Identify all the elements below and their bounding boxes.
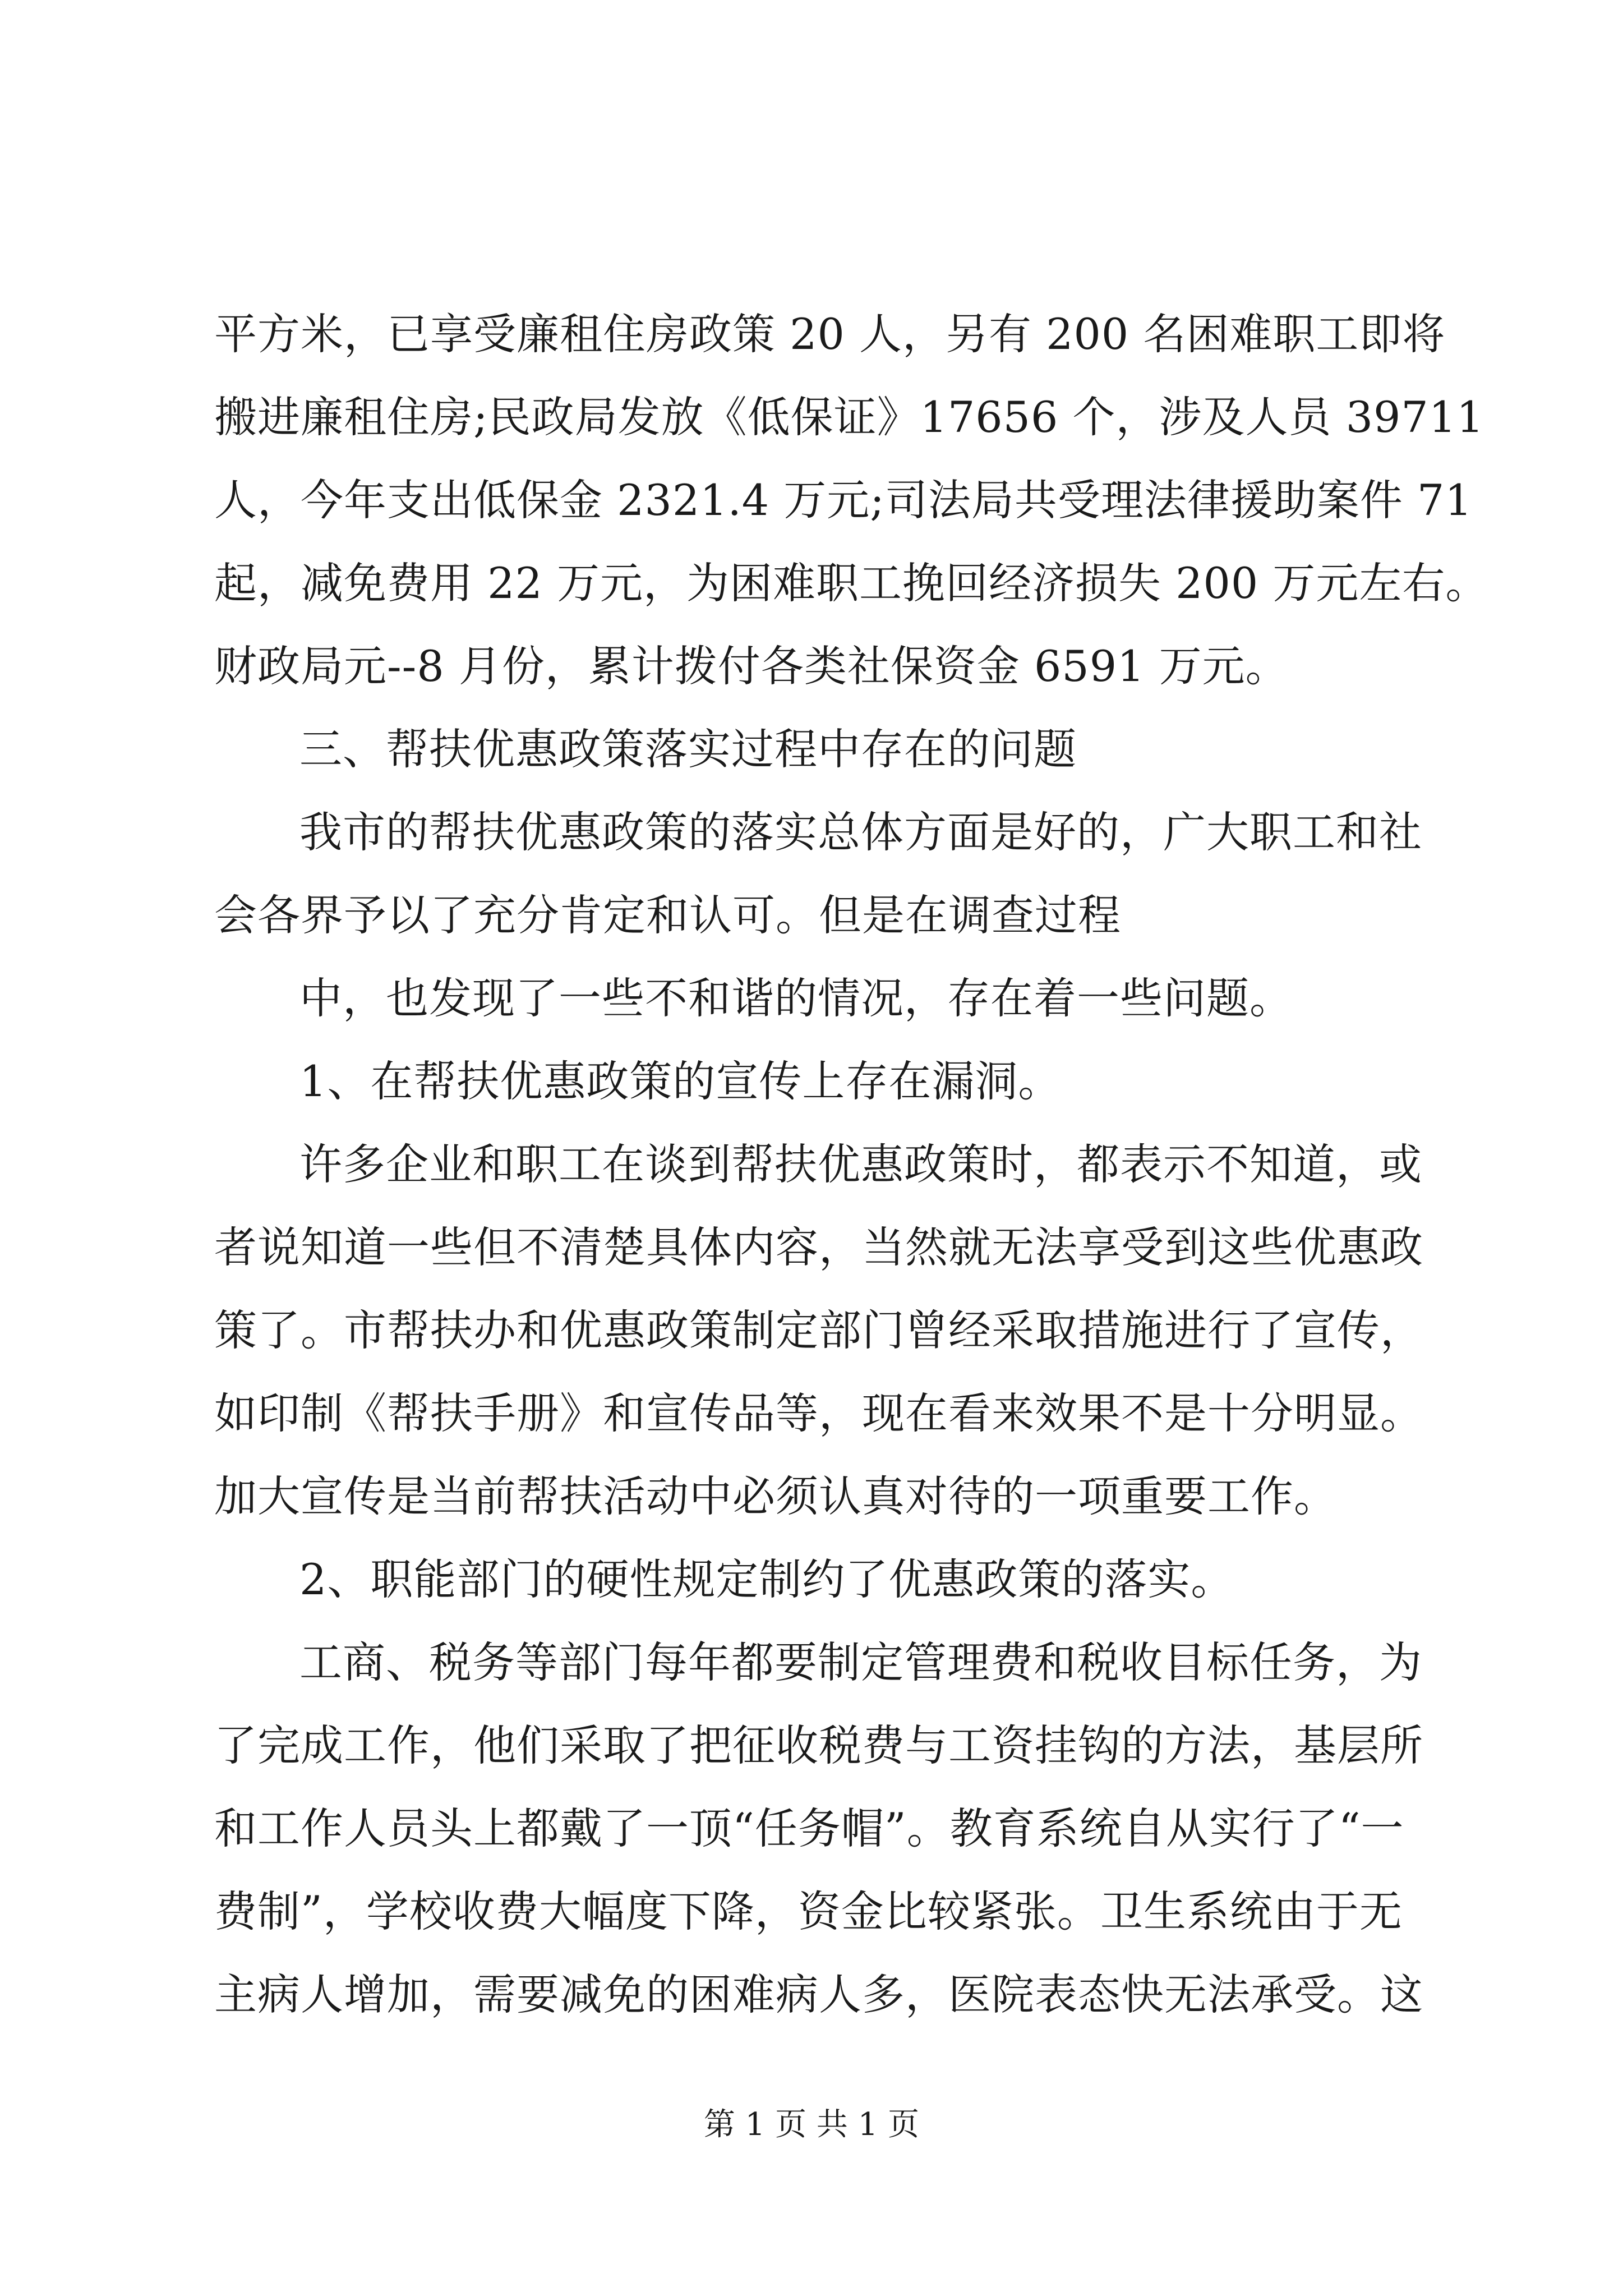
subheading: 2、职能部门的硬性规定制约了优惠政策的落实。 [299, 1554, 1234, 1604]
body-text [214, 293, 1489, 2036]
text-line: 者说知道一些但不清楚具体内容，当然就无法享受到这些优惠政 [214, 1222, 1423, 1272]
text-line: 平方米，已享受廉租住房政策 20 人，另有 200 名困难职工即将 [214, 309, 1446, 359]
text-line: 中，也发现了一些不和谐的情况，存在着一些问题。 [299, 973, 1293, 1023]
text-line: 策了。市帮扶办和优惠政策制定部门曾经采取措施进行了宣传， [214, 1305, 1423, 1355]
text-line: 人，今年支出低保金 2321.4 万元;司法局共受理法律援助案件 71 [214, 475, 1473, 525]
text-line: 了完成工作，他们采取了把征收税费与工资挂钩的方法，基层所 [214, 1720, 1423, 1770]
subheading: 1、在帮扶优惠政策的宣传上存在漏洞。 [299, 1056, 1062, 1106]
text-line: 和工作人员头上都戴了一顶“任务帽”。教育系统自从实行了“一 [214, 1803, 1404, 1853]
text-line: 许多企业和职工在谈到帮扶优惠政策时，都表示不知道，或 [299, 1139, 1422, 1189]
text-line: 我市的帮扶优惠政策的落实总体方面是好的，广大职工和社 [299, 807, 1422, 857]
text-line: 搬进廉租住房;民政局发放《低保证》17656 个，涉及人员 39711 [214, 392, 1484, 442]
text-line: 财政局元--8 月份，累计拨付各类社保资金 6591 万元。 [214, 641, 1289, 691]
section-heading: 三、帮扶优惠政策落实过程中存在的问题 [299, 724, 1077, 774]
page-number-footer: 第 1 页 共 1 页 [703, 2106, 920, 2143]
text-line: 费制”，学校收费大幅度下降，资金比较紧张。卫生系统由于无 [214, 1887, 1403, 1936]
text-line: 工商、税务等部门每年都要制定管理费和税收目标任务，为 [299, 1637, 1422, 1687]
text-line: 如印制《帮扶手册》和宣传品等，现在看来效果不是十分明显。 [214, 1388, 1423, 1438]
text-line: 加大宣传是当前帮扶活动中必须认真对待的一项重要工作。 [214, 1471, 1337, 1521]
text-line: 起，减免费用 22 万元，为困难职工挽回经济损失 200 万元左右。 [214, 558, 1489, 608]
text-line: 会各界予以了充分肯定和认可。但是在调查过程 [214, 890, 1121, 940]
text-line: 主病人增加，需要减免的困难病人多，医院表态快无法承受。这 [214, 1970, 1423, 2019]
